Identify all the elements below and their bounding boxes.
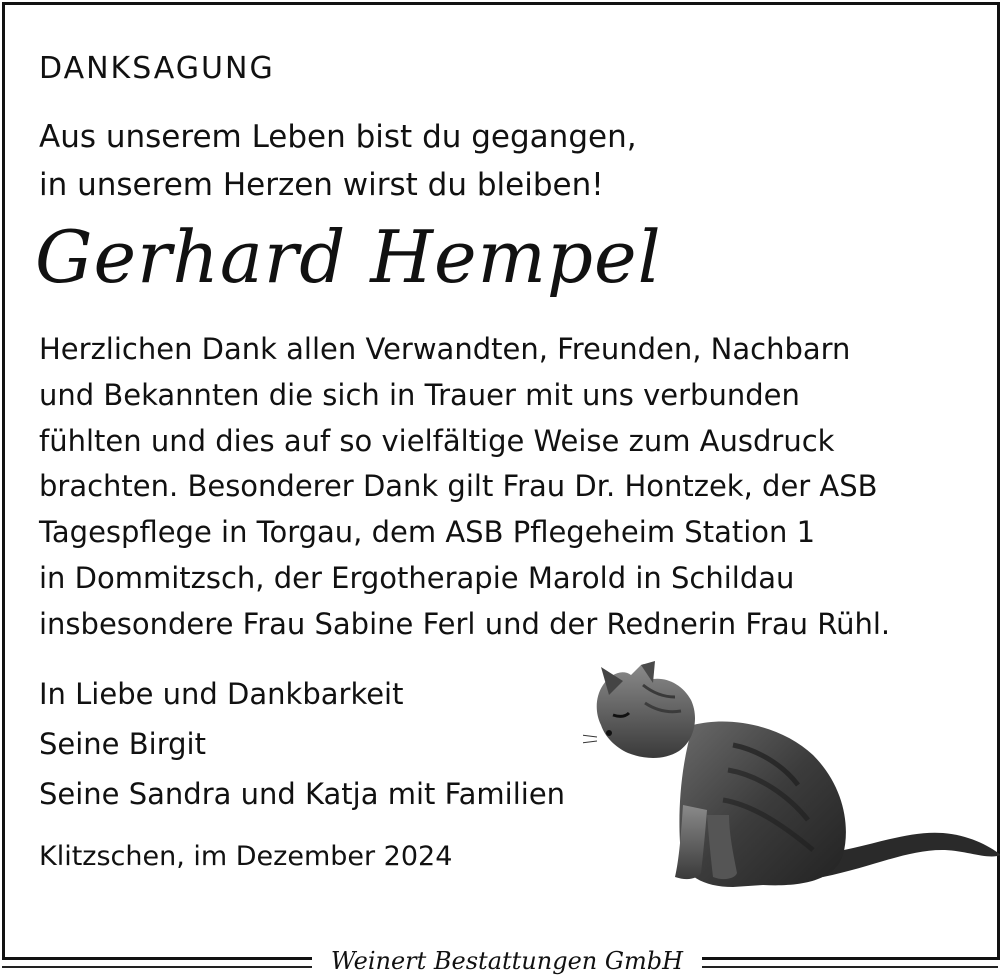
place-date: Klitzschen, im Dezember 2024: [39, 841, 453, 872]
motto-line: in unserem Herzen wirst du bleiben!: [39, 167, 604, 203]
thanks-line: insbesondere Frau Sabine Ferl und der Rednerin Frau Rühl.: [39, 606, 891, 641]
thanks-line: fühlten und dies auf so vielfältige Weise zum Ausdruck: [39, 423, 835, 458]
notice-heading: DANKSAGUNG: [39, 51, 275, 86]
thanks-line: Tagespflege in Torgau, dem ASB Pflegeheim Station 1: [39, 515, 816, 550]
signature-line: In Liebe und Dankbarkeit: [39, 677, 404, 711]
footer-rule-left: [2, 966, 314, 968]
funeral-home-name: Weinert Bestattungen GmbH: [312, 947, 702, 975]
thanks-line: Herzlichen Dank allen Verwandten, Freunden, Nachbarn: [39, 332, 851, 366]
thanks-line: in Dommitzsch, der Ergotherapie Marold in Schildau: [39, 560, 795, 595]
motto-line: Aus unserem Leben bist du gegangen,: [39, 119, 637, 155]
footer-rule-right: [700, 966, 998, 968]
notice-frame: [2, 2, 1000, 960]
thanks-line: und Bekannten die sich in Trauer mit uns verbunden: [39, 377, 800, 412]
footer: [0, 947, 1000, 977]
notice-motto: [39, 113, 637, 209]
signature-block: [39, 669, 565, 819]
thanks-line: brachten. Besonderer Dank gilt Frau Dr. Hontzek, der ASB: [39, 469, 878, 504]
deceased-name: Gerhard Hempel: [35, 215, 662, 299]
thanks-text: [39, 327, 890, 648]
signature-line: Seine Birgit: [39, 727, 206, 761]
cat-photo: [583, 655, 1000, 895]
signature-line: Seine Sandra und Katja mit Familien: [39, 777, 566, 811]
